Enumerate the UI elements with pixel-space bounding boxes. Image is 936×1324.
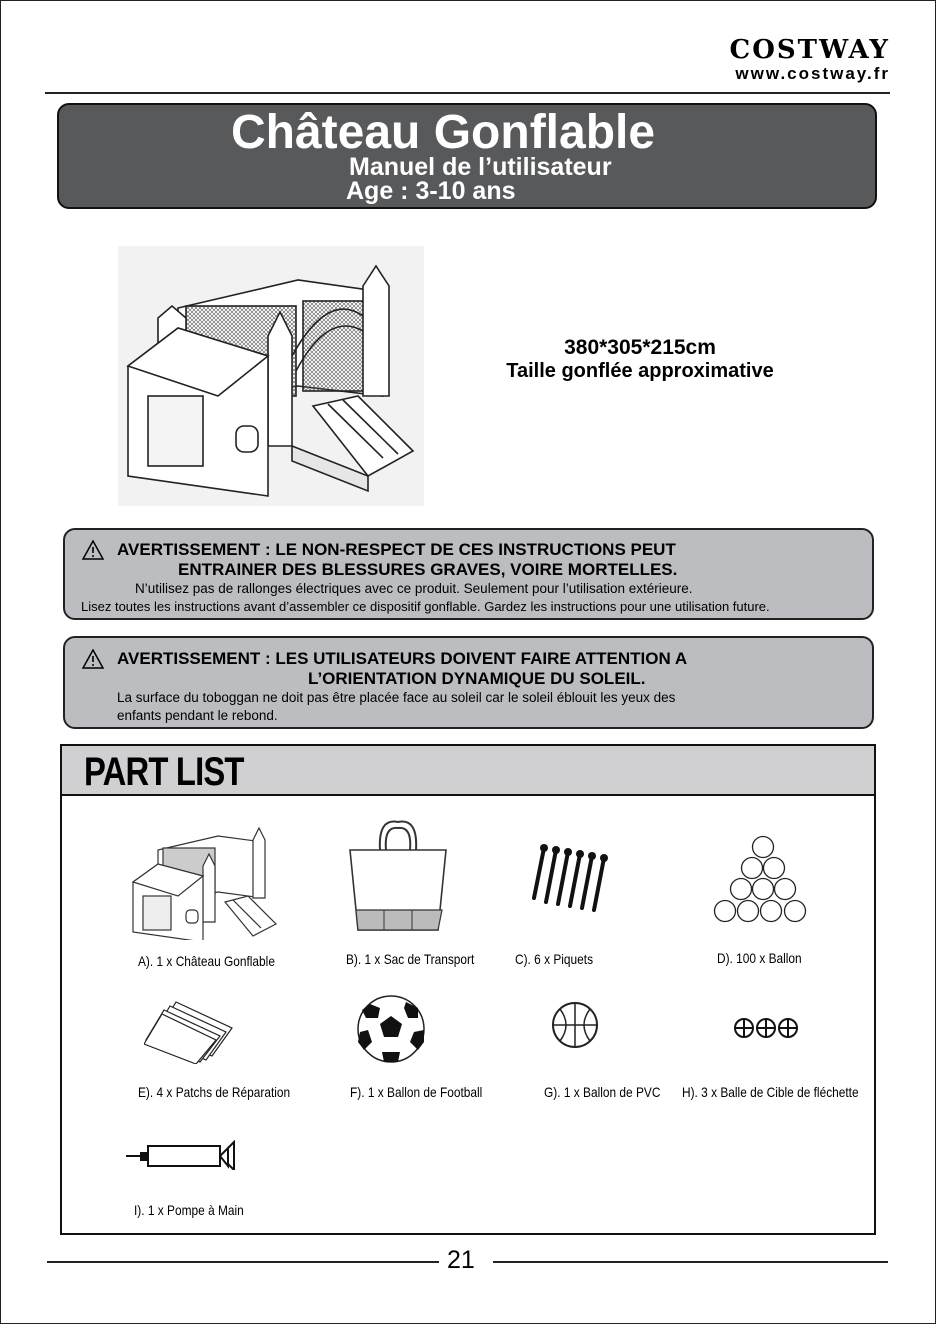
warning-triangle-icon	[82, 540, 104, 560]
hand-pump-icon	[124, 1140, 240, 1170]
part-list-title: PART LIST	[84, 750, 244, 794]
brand-header	[730, 36, 890, 84]
warning-heading-line1: AVERTISSEMENT : LE NON-RESPECT DE CES INSTRUCTIONS PEUT	[117, 540, 676, 559]
warning-text-line1: La surface du toboggan ne doit pas être placée face au soleil car le soleil éblouit les yeux des	[117, 690, 676, 705]
patches-icon	[144, 998, 234, 1064]
part-list-section	[60, 744, 876, 1235]
part-label-h: H). 3 x Balle de Cible de fléchette	[682, 1084, 859, 1100]
part-list-header	[62, 746, 874, 796]
dimensions-block	[470, 336, 810, 382]
part-label-a: A). 1 x Château Gonflable	[138, 953, 275, 969]
pvc-ball-icon	[550, 1000, 600, 1050]
part-label-f: F). 1 x Ballon de Football	[350, 1084, 483, 1100]
footer-rule-left	[47, 1261, 439, 1263]
header-divider	[45, 92, 890, 94]
part-label-i: I). 1 x Pompe à Main	[134, 1202, 244, 1218]
football-icon	[356, 994, 426, 1064]
dart-balls-icon	[732, 1016, 800, 1040]
footer-rule-right	[493, 1261, 888, 1263]
warning-heading-line2: L’ORIENTATION DYNAMIQUE DU SOLEIL.	[308, 669, 646, 688]
warning-box-sun	[63, 636, 874, 729]
dimensions-label: Taille gonflée approximative	[506, 360, 774, 382]
brand-logo: COSTWAY	[729, 35, 890, 65]
title-banner	[57, 103, 877, 209]
warning-text-line2: enfants pendant le rebond.	[117, 708, 278, 723]
warning-heading-line1: AVERTISSEMENT : LES UTILISATEURS DOIVENT FAIRE ATTENTION A	[117, 649, 688, 668]
part-label-g: G). 1 x Ballon de PVC	[544, 1084, 661, 1100]
page-title: Château Gonflable	[231, 106, 656, 159]
warning-text-line2: Lisez toutes les instructions avant d’assembler ce dispositif gonflable. Gardez les instructions pour une utilisation future.	[81, 599, 770, 614]
bounce-castle-icon	[128, 820, 278, 940]
warning-text-line1: N’utilisez pas de rallonges électriques avec ce produit. Seulement pour l’utilisation extérieure.	[135, 581, 693, 596]
brand-url: www.costway.fr	[735, 64, 890, 83]
page-number: 21	[447, 1246, 475, 1274]
warning-heading-line2: ENTRAINER DES BLESSURES GRAVES, VOIRE MORTELLES.	[178, 560, 678, 579]
part-label-b: B). 1 x Sac de Transport	[346, 951, 475, 967]
stakes-icon	[530, 842, 620, 912]
bag-icon	[346, 820, 450, 932]
part-label-c: C). 6 x Piquets	[515, 951, 594, 967]
part-label-d: D). 100 x Ballon	[717, 950, 802, 966]
warning-triangle-icon	[82, 649, 104, 669]
balls-icon	[712, 832, 816, 928]
age-range: Age : 3-10 ans	[346, 177, 516, 205]
part-label-e: E). 4 x Patchs de Réparation	[138, 1084, 291, 1100]
bounce-castle-illustration	[118, 246, 424, 506]
page-subtitle: Manuel de l’utilisateur	[349, 153, 612, 181]
warning-box-safety	[63, 528, 874, 620]
dimensions-value: 380*305*215cm	[564, 336, 716, 359]
